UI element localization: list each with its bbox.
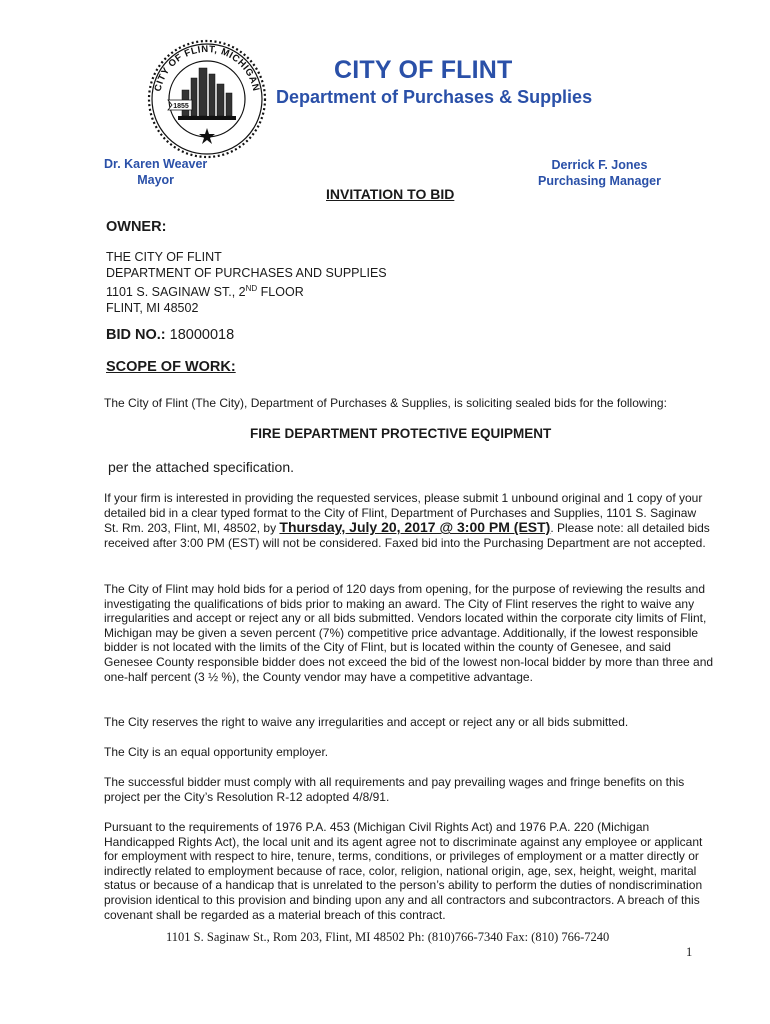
street-prefix: 1101 S. SAGINAW ST., 2 <box>106 285 246 300</box>
manager-title: Purchasing Manager <box>538 174 661 188</box>
seal-ring-text: CITY OF FLINT, MICHIGAN <box>152 43 262 93</box>
bid-number-colon: : <box>160 327 170 343</box>
scope-heading: SCOPE OF WORK: <box>106 359 236 375</box>
bid-number-label: BID NO. <box>106 327 161 343</box>
submission-paragraph <box>104 491 714 550</box>
owner-line-1: THE CITY OF FLINT <box>106 250 222 264</box>
owner-street-line <box>106 281 387 301</box>
city-seal-logo <box>146 38 268 160</box>
letterhead-title: CITY OF FLINT <box>334 56 513 84</box>
letterhead-subtitle: Department of Purchases & Supplies <box>276 87 593 107</box>
owner-address <box>106 250 387 316</box>
manager-name: Derrick F. Jones <box>551 158 648 172</box>
mayor-name: Dr. Karen Weaver <box>104 157 208 171</box>
bid-deadline: Thursday, July 20, 2017 @ 3:00 PM (EST) <box>279 519 551 536</box>
prevailing-wage-paragraph: The successful bidder must comply with all requirements and pay prevailing wages and fringe benefits on this project per the City’s Resolution R-12 adopted 4/8/91. <box>104 775 685 804</box>
equal-opportunity-paragraph: The City is an equal opportunity employer. <box>104 745 329 759</box>
submission-text: If your firm is interested in providing the requested services, please submit 1 unbound original and 1 copy of your detailed bid in a clear typed format to the City of Flint, Department of Purchases and Supplies, 1101 S. Saginaw St. Rm. 203, Flint, MI, 48502, by <box>104 491 703 536</box>
owner-heading: OWNER: <box>106 219 167 235</box>
waiver-paragraph: The City reserves the right to waive any irregularities and accept or reject any or all bids submitted. <box>104 715 629 729</box>
bid-hold-paragraph: The City of Flint may hold bids for a period of 120 days from opening, for the purpose of reviewing the results and investigating the qualifications of bids prior to making an award. The City of Flint reserves the right to waive any irregularities and accept or reject any or all bids submitted. Vendors located within the corporate city limits of Flint, Michigan may be given a seven percent (7%) competitive price advantage. Additionally, if the lowest responsible bidder is not located with the limits of the City of Flint, but is located within the county of Genesee, and said Genesee County responsible bidder does not exceed the bid of the lowest non-local bidder by more than three and one-half percent (3 ½ %), the County vendor may have a competitive advantage. <box>104 582 714 684</box>
street-suffix: FLOOR <box>257 285 304 300</box>
seal-year: 1855 <box>173 103 189 110</box>
mayor-title: Mayor <box>137 173 175 187</box>
page-number: 1 <box>686 945 693 959</box>
submission-note: . Please note: all detailed bids received after 3:00 PM (EST) will not be considered. Faxed bid into the Purchasing Department are not accepted. <box>104 521 710 550</box>
footer-address: 1101 S. Saginaw St., Rom 203, Flint, MI 48502 Ph: (810)766-7340 Fax: (810) 766-7240 <box>166 930 610 944</box>
nondiscrimination-paragraph: Pursuant to the requirements of 1976 P.A. 453 (Michigan Civil Rights Act) and 1976 P.A. 220 (Michigan Handicapped Rights Act), the local unit and its agent agree not to discriminate against any employee or applicant for employment with respect to hire, tenure, terms, conditions, or privileges of employment or a matter directly or indirectly related to employment because of race, color, religion, national origin, age, sex, height, weight, marital status or because of a handicap that is unrelated to the person’s ability to perform the duties of nondiscrimination provision identical to this provision and binding upon any and all contractors and subcontractors. A breach of this covenant shall be regarded as a material breach of this contract. <box>104 820 703 922</box>
bid-number <box>106 327 234 343</box>
owner-line-2: DEPARTMENT OF PURCHASES AND SUPPLIES <box>106 265 387 280</box>
specification-note: per the attached specification. <box>108 459 295 475</box>
street-ordinal: ND <box>245 284 258 293</box>
bid-number-value: 18000018 <box>169 327 235 343</box>
scope-intro: The City of Flint (The City), Department of Purchases & Supplies, is soliciting sealed bids for the following: <box>104 396 667 410</box>
document-title: INVITATION TO BID <box>326 186 455 202</box>
manager-block <box>538 157 661 189</box>
bid-item-title: FIRE DEPARTMENT PROTECTIVE EQUIPMENT <box>250 426 552 441</box>
owner-city-line: FLINT, MI 48502 <box>106 300 199 315</box>
mayor-block <box>104 156 207 188</box>
